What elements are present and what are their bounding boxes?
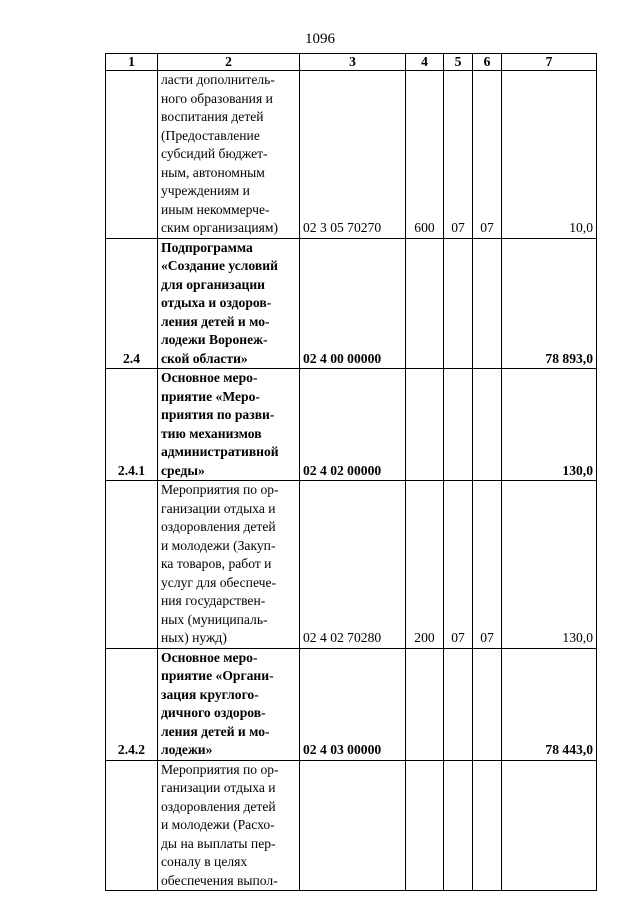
- table-row: [106, 481, 597, 649]
- row-code: 2.4.2: [106, 648, 158, 760]
- row-name-line: ния государствен-: [161, 593, 266, 608]
- row-name-line: Основное меро-: [161, 370, 258, 385]
- row-name-line: административной: [161, 444, 279, 459]
- row-name-line: отдыха и оздоров-: [161, 295, 272, 310]
- row-name-line: тию механизмов: [161, 425, 262, 441]
- table-row: [106, 760, 597, 891]
- header-col-1: 1: [106, 54, 158, 71]
- row-name: [158, 369, 300, 481]
- row-name: [158, 648, 300, 760]
- row-sum: 78 893,0: [502, 238, 597, 369]
- row-sum: [502, 760, 597, 891]
- row-name-line: услуг для обеспече-: [161, 574, 277, 590]
- header-col-2: 2: [158, 54, 300, 71]
- row-sum: 130,0: [502, 369, 597, 481]
- row-sum: 130,0: [502, 481, 597, 649]
- row-pr: [473, 238, 502, 369]
- row-name-line: соналу в целях: [161, 854, 248, 869]
- row-sum: 10,0: [502, 71, 597, 239]
- row-name-line: ды на выплаты пер-: [161, 835, 276, 851]
- row-kbk: 02 4 02 00000: [300, 369, 406, 481]
- row-code: [106, 481, 158, 649]
- row-code: 2.4: [106, 238, 158, 369]
- row-name-line: обеспечения выпол-: [161, 872, 278, 888]
- row-name-line: Подпрограмма: [161, 239, 253, 255]
- row-vr: [406, 238, 444, 369]
- row-kbk: 02 3 05 70270: [300, 71, 406, 239]
- header-col-7: 7: [502, 54, 597, 71]
- row-name-line: воспитания детей: [161, 109, 264, 124]
- table-row: [106, 71, 597, 239]
- row-rz: [444, 238, 473, 369]
- header-col-6: 6: [473, 54, 502, 71]
- row-name-line: среды»: [161, 462, 205, 478]
- row-name-line: для организации: [161, 276, 266, 292]
- row-name-line: ка товаров, работ и: [161, 556, 272, 571]
- row-rz: 07: [444, 481, 473, 649]
- row-name-line: лодежи»: [161, 742, 213, 757]
- row-sum: 78 443,0: [502, 648, 597, 760]
- row-name-line: дичного оздоров-: [161, 705, 266, 720]
- row-vr: 600: [406, 71, 444, 239]
- row-vr: [406, 760, 444, 891]
- row-name-line: ных) нужд): [161, 630, 227, 645]
- row-pr: 07: [473, 71, 502, 239]
- row-name-line: оздоровления детей: [161, 519, 276, 534]
- row-code: 2.4.1: [106, 369, 158, 481]
- row-name-line: ской области»: [161, 350, 248, 366]
- row-pr: [473, 648, 502, 760]
- header-col-3: 3: [300, 54, 406, 71]
- row-pr: [473, 369, 502, 481]
- page-number: 1096: [305, 31, 335, 47]
- row-name-line: ления детей и мо-: [161, 313, 270, 329]
- row-rz: [444, 760, 473, 891]
- table-row: [106, 369, 597, 481]
- row-name-line: ским организациям): [161, 220, 279, 235]
- row-vr: [406, 369, 444, 481]
- row-name-line: и молодежи (Закуп-: [161, 537, 276, 553]
- row-rz: [444, 648, 473, 760]
- row-name-line: учреждениям и: [161, 183, 250, 198]
- row-name-line: приятия по разви-: [161, 407, 275, 422]
- row-rz: [444, 369, 473, 481]
- table-row: [106, 238, 597, 369]
- row-vr: [406, 648, 444, 760]
- row-name-line: и молодежи (Расхо-: [161, 817, 275, 832]
- row-name-line: субсидий бюджет-: [161, 146, 268, 161]
- row-name-line: иным некоммерче-: [161, 201, 270, 217]
- row-name: [158, 760, 300, 891]
- row-name-line: оздоровления детей: [161, 798, 276, 814]
- table-body: [106, 71, 597, 891]
- row-name-line: приятие «Меро-: [161, 388, 260, 404]
- row-name-line: ласти дополнитель-: [161, 72, 275, 87]
- row-rz: 07: [444, 71, 473, 239]
- row-code: [106, 760, 158, 891]
- row-kbk: 02 4 03 00000: [300, 648, 406, 760]
- row-name-line: Мероприятия по ор-: [161, 761, 279, 777]
- row-name-line: ных (муниципаль-: [161, 611, 268, 627]
- row-name-line: Основное меро-: [161, 649, 258, 665]
- row-kbk: 02 4 02 70280: [300, 481, 406, 649]
- row-name-line: зация круглого-: [161, 686, 259, 702]
- header-col-5: 5: [444, 54, 473, 71]
- row-name: [158, 481, 300, 649]
- row-pr: 07: [473, 481, 502, 649]
- row-name-line: Мероприятия по ор-: [161, 482, 279, 497]
- row-name-line: «Создание условий: [161, 258, 278, 273]
- row-name-line: ления детей и мо-: [161, 723, 270, 739]
- row-name: [158, 71, 300, 239]
- row-kbk: [300, 760, 406, 891]
- row-name: [158, 238, 300, 369]
- row-name-line: ным, автономным: [161, 164, 265, 180]
- row-name-line: ганизации отдыха и: [161, 780, 276, 795]
- row-kbk: 02 4 00 00000: [300, 238, 406, 369]
- budget-table: [105, 53, 597, 891]
- table-row: [106, 648, 597, 760]
- row-pr: [473, 760, 502, 891]
- row-vr: 200: [406, 481, 444, 649]
- row-name-line: (Предоставление: [161, 127, 260, 143]
- row-name-line: ного образования и: [161, 90, 273, 106]
- row-code: [106, 71, 158, 239]
- row-name-line: ганизации отдыха и: [161, 500, 276, 516]
- header-col-4: 4: [406, 54, 444, 71]
- row-name-line: лодежи Воронеж-: [161, 332, 268, 347]
- row-name-line: приятие «Органи-: [161, 668, 274, 683]
- header-row: [106, 54, 597, 71]
